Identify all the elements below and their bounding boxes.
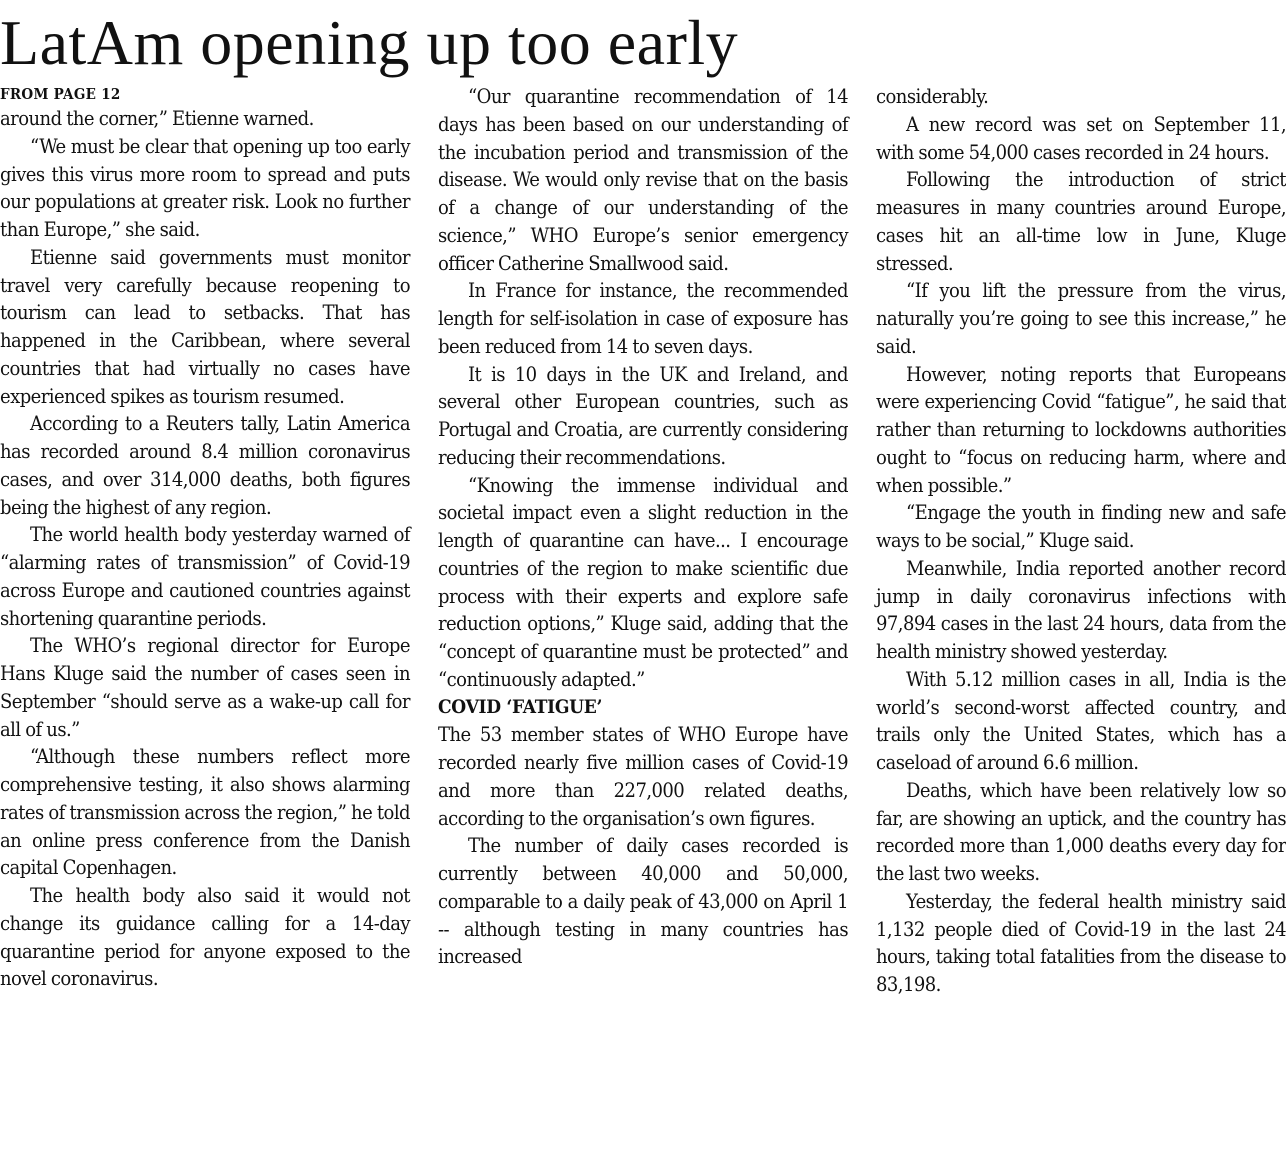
paragraph: In France for instance, the recommended length for self-isolation in case of exposure has been reduced from 14 to seven days. [438,278,848,358]
paragraph: Yesterday, the federal health ministry said 1,132 people died of Covid-19 in the last 24 hours, taking total fatalities from the disease to 83,198. [876,888,1286,996]
article-column-2 [438,83,848,971]
paragraph: The 53 member states of WHO Europe have recorded nearly five million cases of Covid-19 and more than 227,000 related deaths, according to the organisation’s own figures. [438,722,848,830]
paragraph: considerably. [876,84,989,108]
paragraph: However, noting reports that Europeans were experiencing Covid “fatigue”, he said that rather than returning to lockdowns authorities ought to “focus on reducing harm, where and when possible.” [876,361,1286,497]
paragraph: around the corner,” Etienne warned. [0,106,314,130]
paragraph: The WHO’s regional director for Europe Hans Kluge said the number of cases seen in September “should serve as a wake-up call for all of us.” [0,633,410,741]
paragraph: The health body also said it would not change its guidance calling for a 14-day quarantine period for anyone exposed to the novel coronavirus. [0,883,410,991]
paragraph: “If you lift the pressure from the virus, naturally you’re going to see this increase,” he said. [876,278,1286,358]
paragraph: Deaths, which have been relatively low so far, are showing an uptick, and the country has recorded more than 1,000 deaths every day for the last two weeks. [876,777,1286,885]
continued-from-kicker: FROM PAGE 12 [0,85,121,103]
paragraph: The world health body yesterday warned of “alarming rates of transmission” of Covid-19 across Europe and cautioned countries against shortening quarantine periods. [0,522,410,630]
paragraph: “Knowing the immense individual and societal impact even a slight reduction in the length of quarantine can have... I encourage countries of the region to make scientific due process with their experts and explore safe reduction options,” Kluge said, adding that the “concept of quarantine must be protected” and “continuously adapted.” [438,472,848,691]
paragraph: Following the introduction of strict measures in many countries around Europe, cases hit an all-time low in June, Kluge stressed. [876,167,1286,275]
headline: LatAm opening up too early [0,7,739,78]
paragraph: Etienne said governments must monitor travel very carefully because reopening to tourism can lead to setbacks. That has happened in the Caribbean, where several countries that had virtually no cases have experienced spikes as tourism resumed. [0,244,410,408]
paragraph: A new record was set on September 11, with some 54,000 cases recorded in 24 hours. [876,111,1286,164]
paragraph: “We must be clear that opening up too early gives this virus more room to spread and puts our populations at greater risk. Look no further than Europe,” she said. [0,133,410,241]
paragraph: With 5.12 million cases in all, India is the world’s second-worst affected country, and trails only the United States, which has a caseload of around 6.6 million. [876,666,1286,774]
paragraph: “Our quarantine recommendation of 14 days has been based on our understanding of the incubation period and transmission of the disease. We would only revise that on the basis of a change of our understanding of the science,” WHO Europe’s senior emergency officer Catherine Smallwood said. [438,84,848,275]
paragraph: The number of daily cases recorded is currently between 40,000 and 50,000, comparable to a daily peak of 43,000 on April 1 -- although testing in many countries has increased [438,833,848,969]
paragraph: According to a Reuters tally, Latin America has recorded around 8.4 million coronavirus cases, and over 314,000 deaths, both figures being the highest of any region. [0,411,410,519]
paragraph: It is 10 days in the UK and Ireland, and several other European countries, such as Portugal and Croatia, are currently considering reducing their recommendations. [438,361,848,469]
section-subhead: COVID ‘FATIGUE’ [438,695,603,718]
article-column-3 [876,83,1286,999]
paragraph: Meanwhile, India reported another record jump in daily coronavirus infections with 97,894 cases in the last 24 hours, data from the health ministry showed yesterday. [876,555,1286,663]
article-column-1 [0,83,410,993]
paragraph: “Engage the youth in finding new and safe ways to be social,” Kluge said. [876,500,1286,552]
paragraph: “Although these numbers reflect more comprehensive testing, it also shows alarming rates of transmission across the region,” he told an online press conference from the Danish capital Copenhagen. [0,744,410,880]
